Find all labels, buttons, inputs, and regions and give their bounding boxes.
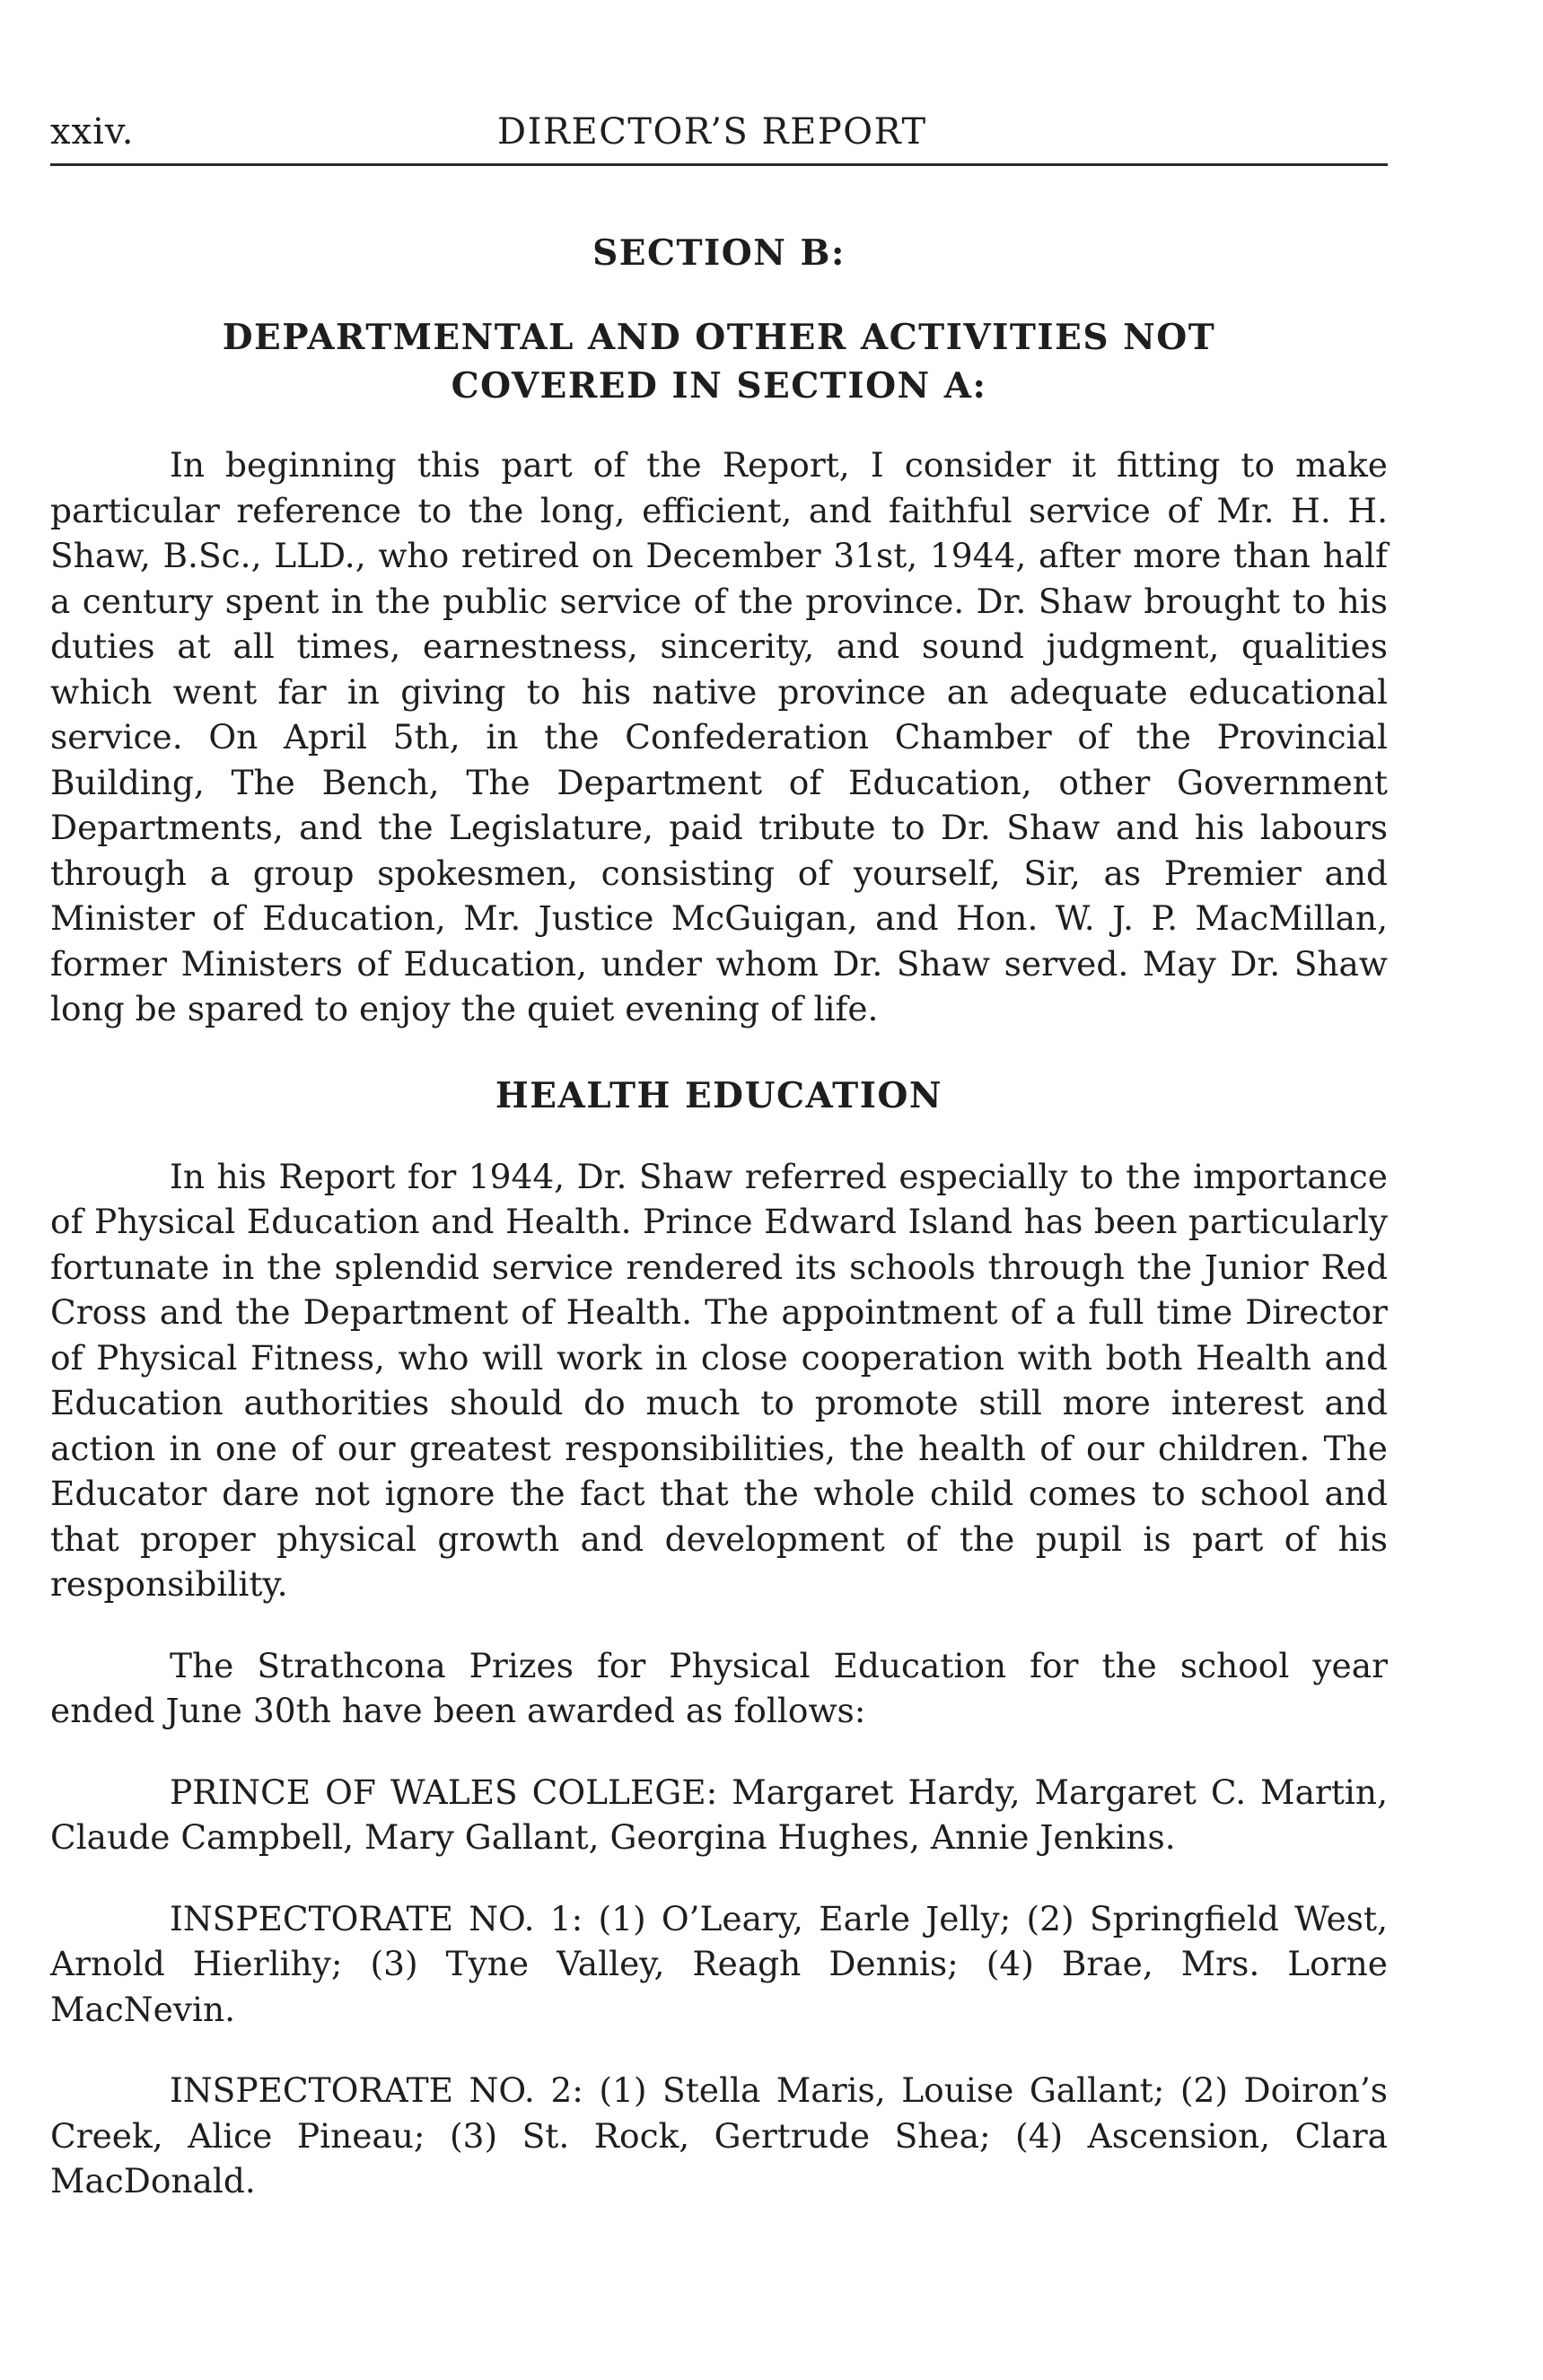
running-title: DIRECTOR’S REPORT [497,111,927,153]
shaw-tribute-paragraph: In beginning this part of the Report, I consider it fitting to make particular reference to the long, efficient, and faithful service of Mr. H. H. Shaw, B.Sc., LLD., who retired on December 31st, 1944, after more than half a century spent in the public service of the province. Dr. Shaw brought to his duties at all times, earnestness, sincerity, and sound judgment, qualities which went far in giving to his native province an adequate educational service. On April 5th, in the Confederation Chamber of the Provincial Building, The Bench, The Department of Education, other Government Departments, and the Legislature, paid tribute to Dr. Shaw and his labours through a group spokesmen, consisting of yourself, Sir, as Premier and Minister of Education, Mr. Justice McGuigan, and Hon. W. J. P. MacMillan, former Ministers of Education, under whom Dr. Shaw served. May Dr. Shaw long be spared to enjoy the quiet evening of life. [50,445,1388,1028]
section-subtitle-line-1: DEPARTMENTAL AND OTHER ACTIVITIES NOT [222,317,1216,358]
prince-of-wales-prizes-paragraph: PRINCE OF WALES COLLEGE: Margaret Hardy, Margaret C. Martin, Claude Campbell, Mary Gallant, Georgina Hughes, Annie Jenkins. [50,1772,1388,1857]
health-education-heading: HEALTH EDUCATION [495,1074,943,1116]
health-education-paragraph: In his Report for 1944, Dr. Shaw referred especially to the importance of Physical Education and Health. Prince Edward Island has been particularly fortunate in the splendid service rendered its schools through the Junior Red Cross and the Department of Health. The appointment of a full time Director of Physical Fitness, who will work in close cooperation with both Health and Education authorities should do much to promote still more interest and action in one of our greatest responsibilities, the health of our children. The Educator dare not ignore the fact that the whole child comes to school and that proper physical growth and development of the pupil is part of his responsibility. [50,1156,1388,1604]
inspectorate-2-prizes-paragraph: INSPECTORATE NO. 2: (1) Stella Maris, Louise Gallant; (2) Doiron’s Creek, Alice Pineau; (3) St. Rock, Gertrude Shea; (4) Ascension, Clara MacDonald. [50,2070,1388,2201]
section-subtitle [50,313,1388,410]
page-header [50,109,1388,166]
strathcona-intro-paragraph: The Strathcona Prizes for Physical Education for the school year ended June 30th have been awarded as follows: [50,1645,1388,1730]
inspectorate-1-prizes-paragraph: INSPECTORATE NO. 1: (1) O’Leary, Earle Jelly; (2) Springfield West, Arnold Hierlihy; (3) Tyne Valley, Reagh Dennis; (4) Brae, Mrs. Lorne MacNevin. [50,1898,1388,2029]
page-number: xxiv. [50,111,135,153]
section-title: SECTION B: [592,232,846,274]
page-body [50,229,1388,2204]
section-subtitle-line-2: COVERED IN SECTION A: [451,365,987,407]
